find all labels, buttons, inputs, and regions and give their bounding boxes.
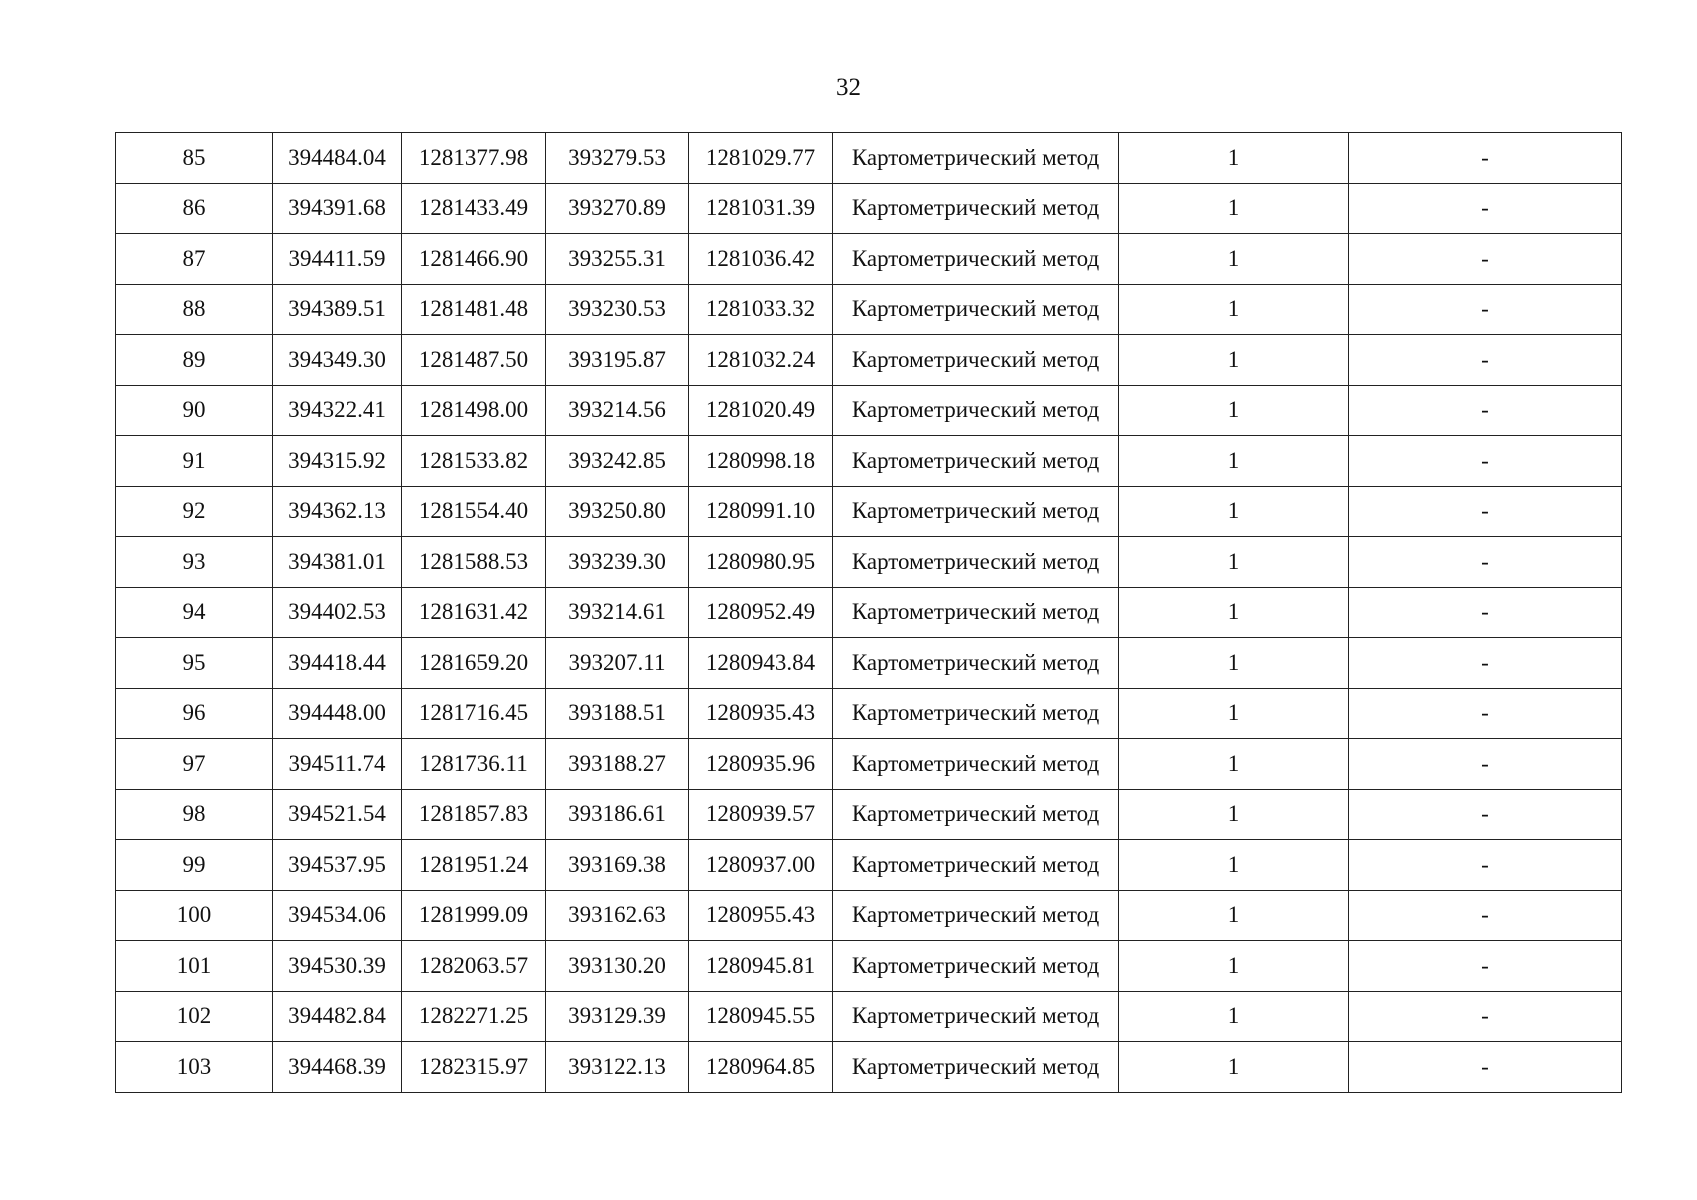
y-new-cell: 1280955.43 <box>689 890 833 941</box>
point-number-cell: 102 <box>116 991 273 1042</box>
x-existing-cell: 394389.51 <box>273 284 402 335</box>
x-new-cell: 393230.53 <box>546 284 689 335</box>
y-existing-cell: 1281498.00 <box>402 385 546 436</box>
accuracy-cell: 1 <box>1119 385 1349 436</box>
point-number-cell: 93 <box>116 537 273 588</box>
point-number-cell: 95 <box>116 638 273 689</box>
table-row <box>116 284 1622 335</box>
y-existing-cell: 1282315.97 <box>402 1042 546 1093</box>
table-row <box>116 537 1622 588</box>
accuracy-cell: 1 <box>1119 486 1349 537</box>
y-new-cell: 1281033.32 <box>689 284 833 335</box>
method-cell: Картометрический метод <box>833 1042 1119 1093</box>
y-new-cell: 1280939.57 <box>689 789 833 840</box>
y-existing-cell: 1281487.50 <box>402 335 546 386</box>
y-new-cell: 1280943.84 <box>689 638 833 689</box>
description-cell: - <box>1349 840 1622 891</box>
accuracy-cell: 1 <box>1119 234 1349 285</box>
method-cell: Картометрический метод <box>833 183 1119 234</box>
point-number-cell: 98 <box>116 789 273 840</box>
x-new-cell: 393188.27 <box>546 739 689 790</box>
method-cell: Картометрический метод <box>833 739 1119 790</box>
x-new-cell: 393279.53 <box>546 133 689 184</box>
point-number-cell: 97 <box>116 739 273 790</box>
y-existing-cell: 1281951.24 <box>402 840 546 891</box>
y-new-cell: 1280952.49 <box>689 587 833 638</box>
point-number-cell: 87 <box>116 234 273 285</box>
x-existing-cell: 394484.04 <box>273 133 402 184</box>
x-new-cell: 393162.63 <box>546 890 689 941</box>
point-number-cell: 94 <box>116 587 273 638</box>
x-existing-cell: 394534.06 <box>273 890 402 941</box>
table-row <box>116 688 1622 739</box>
x-existing-cell: 394391.68 <box>273 183 402 234</box>
description-cell: - <box>1349 183 1622 234</box>
table-row <box>116 890 1622 941</box>
y-existing-cell: 1281736.11 <box>402 739 546 790</box>
method-cell: Картометрический метод <box>833 991 1119 1042</box>
y-existing-cell: 1282271.25 <box>402 991 546 1042</box>
y-new-cell: 1280991.10 <box>689 486 833 537</box>
y-existing-cell: 1282063.57 <box>402 941 546 992</box>
y-new-cell: 1280945.81 <box>689 941 833 992</box>
table-row <box>116 486 1622 537</box>
description-cell: - <box>1349 941 1622 992</box>
point-number-cell: 88 <box>116 284 273 335</box>
accuracy-cell: 1 <box>1119 739 1349 790</box>
x-existing-cell: 394482.84 <box>273 991 402 1042</box>
x-existing-cell: 394448.00 <box>273 688 402 739</box>
accuracy-cell: 1 <box>1119 537 1349 588</box>
y-existing-cell: 1281481.48 <box>402 284 546 335</box>
description-cell: - <box>1349 537 1622 588</box>
description-cell: - <box>1349 385 1622 436</box>
method-cell: Картометрический метод <box>833 537 1119 588</box>
point-number-cell: 92 <box>116 486 273 537</box>
accuracy-cell: 1 <box>1119 638 1349 689</box>
description-cell: - <box>1349 789 1622 840</box>
coordinates-table-body <box>116 133 1622 1093</box>
y-new-cell: 1281029.77 <box>689 133 833 184</box>
table-row <box>116 183 1622 234</box>
table-row <box>116 638 1622 689</box>
method-cell: Картометрический метод <box>833 234 1119 285</box>
y-new-cell: 1280937.00 <box>689 840 833 891</box>
description-cell: - <box>1349 688 1622 739</box>
x-new-cell: 393214.61 <box>546 587 689 638</box>
description-cell: - <box>1349 991 1622 1042</box>
y-existing-cell: 1281631.42 <box>402 587 546 638</box>
method-cell: Картометрический метод <box>833 335 1119 386</box>
x-new-cell: 393130.20 <box>546 941 689 992</box>
y-new-cell: 1280945.55 <box>689 991 833 1042</box>
method-cell: Картометрический метод <box>833 941 1119 992</box>
accuracy-cell: 1 <box>1119 183 1349 234</box>
point-number-cell: 103 <box>116 1042 273 1093</box>
x-existing-cell: 394349.30 <box>273 335 402 386</box>
y-new-cell: 1280935.43 <box>689 688 833 739</box>
description-cell: - <box>1349 284 1622 335</box>
method-cell: Картометрический метод <box>833 284 1119 335</box>
accuracy-cell: 1 <box>1119 133 1349 184</box>
x-existing-cell: 394418.44 <box>273 638 402 689</box>
method-cell: Картометрический метод <box>833 436 1119 487</box>
accuracy-cell: 1 <box>1119 789 1349 840</box>
x-new-cell: 393207.11 <box>546 638 689 689</box>
method-cell: Картометрический метод <box>833 789 1119 840</box>
y-existing-cell: 1281554.40 <box>402 486 546 537</box>
y-existing-cell: 1281433.49 <box>402 183 546 234</box>
point-number-cell: 86 <box>116 183 273 234</box>
table-row <box>116 385 1622 436</box>
x-new-cell: 393239.30 <box>546 537 689 588</box>
method-cell: Картометрический метод <box>833 385 1119 436</box>
y-existing-cell: 1281533.82 <box>402 436 546 487</box>
table-row <box>116 739 1622 790</box>
description-cell: - <box>1349 638 1622 689</box>
point-number-cell: 96 <box>116 688 273 739</box>
y-new-cell: 1281032.24 <box>689 335 833 386</box>
description-cell: - <box>1349 890 1622 941</box>
point-number-cell: 100 <box>116 890 273 941</box>
x-new-cell: 393129.39 <box>546 991 689 1042</box>
x-new-cell: 393242.85 <box>546 436 689 487</box>
y-existing-cell: 1281857.83 <box>402 789 546 840</box>
coordinates-table <box>115 132 1622 1093</box>
y-existing-cell: 1281588.53 <box>402 537 546 588</box>
y-new-cell: 1281036.42 <box>689 234 833 285</box>
method-cell: Картометрический метод <box>833 840 1119 891</box>
y-new-cell: 1280935.96 <box>689 739 833 790</box>
accuracy-cell: 1 <box>1119 335 1349 386</box>
x-existing-cell: 394537.95 <box>273 840 402 891</box>
method-cell: Картометрический метод <box>833 587 1119 638</box>
accuracy-cell: 1 <box>1119 587 1349 638</box>
table-row <box>116 234 1622 285</box>
description-cell: - <box>1349 436 1622 487</box>
table-row <box>116 840 1622 891</box>
point-number-cell: 90 <box>116 385 273 436</box>
x-new-cell: 393188.51 <box>546 688 689 739</box>
accuracy-cell: 1 <box>1119 840 1349 891</box>
description-cell: - <box>1349 486 1622 537</box>
y-new-cell: 1280980.95 <box>689 537 833 588</box>
point-number-cell: 85 <box>116 133 273 184</box>
x-new-cell: 393195.87 <box>546 335 689 386</box>
table-row <box>116 1042 1622 1093</box>
y-existing-cell: 1281659.20 <box>402 638 546 689</box>
accuracy-cell: 1 <box>1119 688 1349 739</box>
accuracy-cell: 1 <box>1119 941 1349 992</box>
x-new-cell: 393186.61 <box>546 789 689 840</box>
y-new-cell: 1281031.39 <box>689 183 833 234</box>
x-existing-cell: 394530.39 <box>273 941 402 992</box>
x-existing-cell: 394315.92 <box>273 436 402 487</box>
point-number-cell: 89 <box>116 335 273 386</box>
point-number-cell: 101 <box>116 941 273 992</box>
x-existing-cell: 394511.74 <box>273 739 402 790</box>
y-existing-cell: 1281716.45 <box>402 688 546 739</box>
x-existing-cell: 394362.13 <box>273 486 402 537</box>
table-row <box>116 789 1622 840</box>
accuracy-cell: 1 <box>1119 991 1349 1042</box>
x-existing-cell: 394381.01 <box>273 537 402 588</box>
description-cell: - <box>1349 133 1622 184</box>
y-existing-cell: 1281999.09 <box>402 890 546 941</box>
accuracy-cell: 1 <box>1119 1042 1349 1093</box>
x-existing-cell: 394402.53 <box>273 587 402 638</box>
x-new-cell: 393214.56 <box>546 385 689 436</box>
table-row <box>116 335 1622 386</box>
y-new-cell: 1280964.85 <box>689 1042 833 1093</box>
description-cell: - <box>1349 234 1622 285</box>
x-existing-cell: 394322.41 <box>273 385 402 436</box>
method-cell: Картометрический метод <box>833 486 1119 537</box>
page-number: 32 <box>836 74 861 101</box>
y-new-cell: 1280998.18 <box>689 436 833 487</box>
x-new-cell: 393250.80 <box>546 486 689 537</box>
accuracy-cell: 1 <box>1119 436 1349 487</box>
x-new-cell: 393169.38 <box>546 840 689 891</box>
description-cell: - <box>1349 1042 1622 1093</box>
x-existing-cell: 394521.54 <box>273 789 402 840</box>
x-existing-cell: 394468.39 <box>273 1042 402 1093</box>
description-cell: - <box>1349 587 1622 638</box>
method-cell: Картометрический метод <box>833 638 1119 689</box>
table-row <box>116 587 1622 638</box>
x-existing-cell: 394411.59 <box>273 234 402 285</box>
method-cell: Картометрический метод <box>833 133 1119 184</box>
x-new-cell: 393255.31 <box>546 234 689 285</box>
method-cell: Картометрический метод <box>833 890 1119 941</box>
x-new-cell: 393270.89 <box>546 183 689 234</box>
point-number-cell: 91 <box>116 436 273 487</box>
table-row <box>116 991 1622 1042</box>
description-cell: - <box>1349 739 1622 790</box>
y-existing-cell: 1281377.98 <box>402 133 546 184</box>
x-new-cell: 393122.13 <box>546 1042 689 1093</box>
y-new-cell: 1281020.49 <box>689 385 833 436</box>
table-row <box>116 941 1622 992</box>
point-number-cell: 99 <box>116 840 273 891</box>
accuracy-cell: 1 <box>1119 890 1349 941</box>
y-existing-cell: 1281466.90 <box>402 234 546 285</box>
description-cell: - <box>1349 335 1622 386</box>
table-row <box>116 133 1622 184</box>
method-cell: Картометрический метод <box>833 688 1119 739</box>
table-row <box>116 436 1622 487</box>
accuracy-cell: 1 <box>1119 284 1349 335</box>
